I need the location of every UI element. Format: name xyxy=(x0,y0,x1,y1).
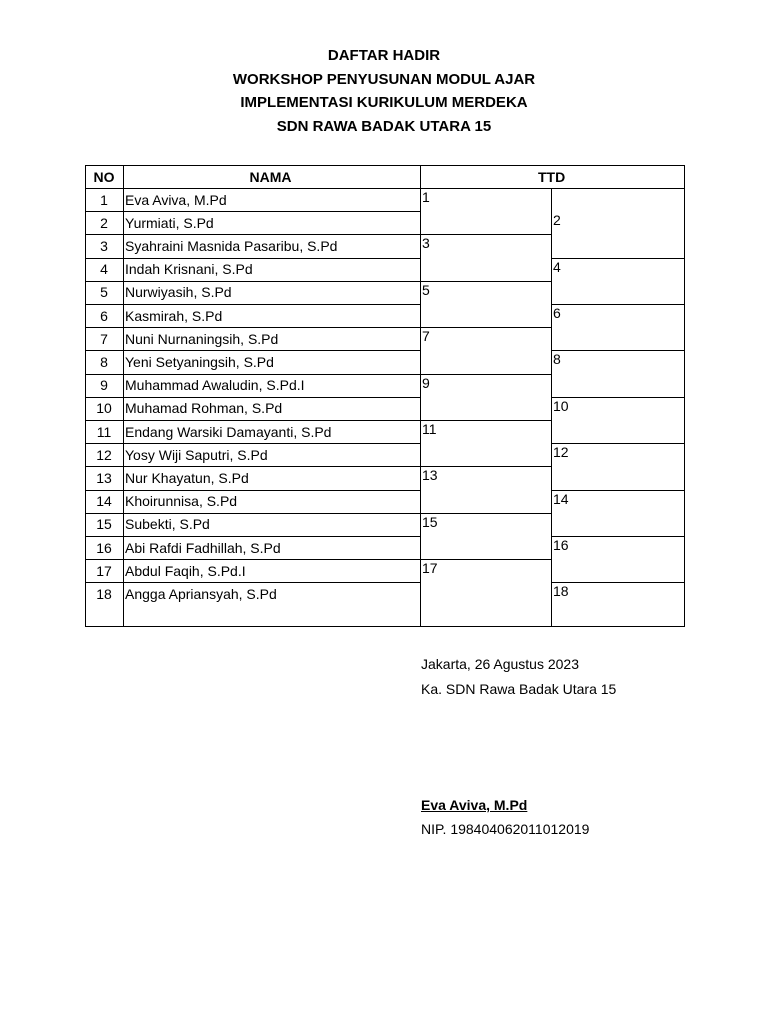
row-no: 15 xyxy=(96,516,112,533)
row-no: 2 xyxy=(100,214,108,231)
ttd-left-rule xyxy=(420,281,551,282)
row-no: 7 xyxy=(100,330,108,347)
row-rule xyxy=(85,536,420,537)
ttd-right-rule xyxy=(551,582,684,583)
ttd-right-rule xyxy=(551,350,684,351)
row-rule xyxy=(85,490,420,491)
header-rule xyxy=(85,188,684,189)
row-no: 14 xyxy=(96,493,112,510)
row-nama: Yeni Setyaningsih, S.Pd xyxy=(125,353,274,370)
row-rule xyxy=(85,304,420,305)
row-rule xyxy=(85,374,420,375)
signature-slot-number: 13 xyxy=(422,467,438,484)
row-no: 8 xyxy=(100,353,108,370)
signature-slot-number: 15 xyxy=(422,513,438,530)
row-nama: Muhammad Awaludin, S.Pd.I xyxy=(125,377,305,394)
row-rule xyxy=(85,211,420,212)
ttd-right-rule xyxy=(551,258,684,259)
header-ttd: TTD xyxy=(538,169,566,185)
ttd-right-rule xyxy=(551,443,684,444)
row-rule xyxy=(85,582,420,583)
row-rule xyxy=(85,397,420,398)
row-rule xyxy=(85,281,420,282)
signature-slot-number: 3 xyxy=(422,235,430,252)
title-line-3: IMPLEMENTASI KURIKULUM MERDEKA xyxy=(240,94,528,111)
ttd-right-rule xyxy=(551,397,684,398)
row-rule xyxy=(85,258,420,259)
row-no: 6 xyxy=(100,307,108,324)
row-nama: Syahraini Masnida Pasaribu, S.Pd xyxy=(125,237,338,254)
row-nama: Nuni Nurnaningsih, S.Pd xyxy=(125,330,279,347)
table-border-top xyxy=(85,165,685,166)
row-no: 3 xyxy=(100,237,108,254)
ttd-left-rule xyxy=(420,513,551,514)
row-no: 10 xyxy=(96,400,112,417)
ttd-left-rule xyxy=(420,374,551,375)
signature-slot-number: 9 xyxy=(422,374,430,391)
ttd-left-rule xyxy=(420,466,551,467)
signature-name: Eva Aviva, M.Pd xyxy=(421,797,528,813)
row-rule xyxy=(85,350,420,351)
signature-slot-number: 11 xyxy=(422,421,437,437)
row-nama: Yosy Wiji Saputri, S.Pd xyxy=(125,446,268,463)
row-rule xyxy=(85,420,420,421)
row-nama: Angga Apriansyah, S.Pd xyxy=(125,585,277,602)
signature-slot-number: 17 xyxy=(422,560,438,577)
attendance-table xyxy=(85,165,684,631)
signature-slot-number: 10 xyxy=(553,397,569,414)
row-no: 16 xyxy=(96,539,112,556)
signature-slot-number: 6 xyxy=(553,305,561,321)
row-nama: Endang Warsiki Damayanti, S.Pd xyxy=(125,423,332,440)
row-rule xyxy=(85,234,420,235)
row-nama: Indah Krisnani, S.Pd xyxy=(125,261,253,278)
signature-slot-number: 7 xyxy=(422,328,430,345)
row-no: 9 xyxy=(100,377,108,394)
row-rule xyxy=(85,466,420,467)
signature-slot-number: 2 xyxy=(553,212,561,229)
row-no: 17 xyxy=(96,562,112,579)
ttd-left-rule xyxy=(420,420,551,421)
ttd-right-rule xyxy=(551,490,684,491)
row-nama: Abi Rafdi Fadhillah, S.Pd xyxy=(125,539,281,556)
row-nama: Kasmirah, S.Pd xyxy=(125,307,223,324)
ttd-left-rule xyxy=(420,327,551,328)
header-no: NO xyxy=(93,169,115,185)
title-line-4: SDN RAWA BADAK UTARA 15 xyxy=(276,117,492,135)
signature-slot-number: 16 xyxy=(553,537,569,553)
row-nama: Nur Khayatun, S.Pd xyxy=(125,469,249,486)
table-border-right xyxy=(684,165,685,627)
row-no: 11 xyxy=(96,423,112,440)
ttd-right-rule xyxy=(551,536,684,537)
signature-nip: NIP. 198404062011012019 xyxy=(421,821,590,837)
row-no: 12 xyxy=(96,446,112,463)
signature-place-date: Jakarta, 26 Agustus 2023 xyxy=(421,656,579,672)
row-rule xyxy=(85,513,420,514)
row-nama: Nurwiyasih, S.Pd xyxy=(125,284,232,301)
row-no: 5 xyxy=(100,284,108,301)
signature-slot-number: 14 xyxy=(553,490,569,507)
row-nama: Muhamad Rohman, S.Pd xyxy=(125,400,283,417)
row-no: 18 xyxy=(96,585,112,602)
table-border-bottom xyxy=(85,626,685,627)
signature-position: Ka. SDN Rawa Badak Utara 15 xyxy=(421,681,617,697)
row-nama: Khoirunnisa, S.Pd xyxy=(125,493,238,510)
title-line-2: WORKSHOP PENYUSUNAN MODUL AJAR xyxy=(232,70,536,88)
ttd-left-rule xyxy=(420,559,551,560)
signature-slot-number: 8 xyxy=(553,351,561,368)
signature-slot-number: 5 xyxy=(422,281,430,298)
row-nama: Yurmiati, S.Pd xyxy=(125,214,214,231)
ttd-right-rule xyxy=(551,304,684,305)
row-no: 4 xyxy=(100,261,108,278)
row-rule xyxy=(85,327,420,328)
signature-slot-number: 1 xyxy=(422,189,430,205)
row-rule xyxy=(85,443,420,444)
row-rule xyxy=(85,559,420,560)
signature-slot-number: 4 xyxy=(553,258,561,275)
row-nama: Abdul Faqih, S.Pd.I xyxy=(125,562,246,579)
row-no: 13 xyxy=(96,469,112,486)
signature-slot-number: 12 xyxy=(553,444,569,461)
row-no: 1 xyxy=(100,191,108,208)
title-line-1: DAFTAR HADIR xyxy=(327,47,441,64)
ttd-split-rule xyxy=(551,188,552,626)
row-nama: Eva Aviva, M.Pd xyxy=(125,191,227,208)
document-title xyxy=(0,44,768,138)
ttd-left-rule xyxy=(420,234,551,235)
signature-slot-number: 18 xyxy=(553,583,569,600)
header-nama: NAMA xyxy=(249,169,292,185)
row-nama: Subekti, S.Pd xyxy=(125,516,210,533)
